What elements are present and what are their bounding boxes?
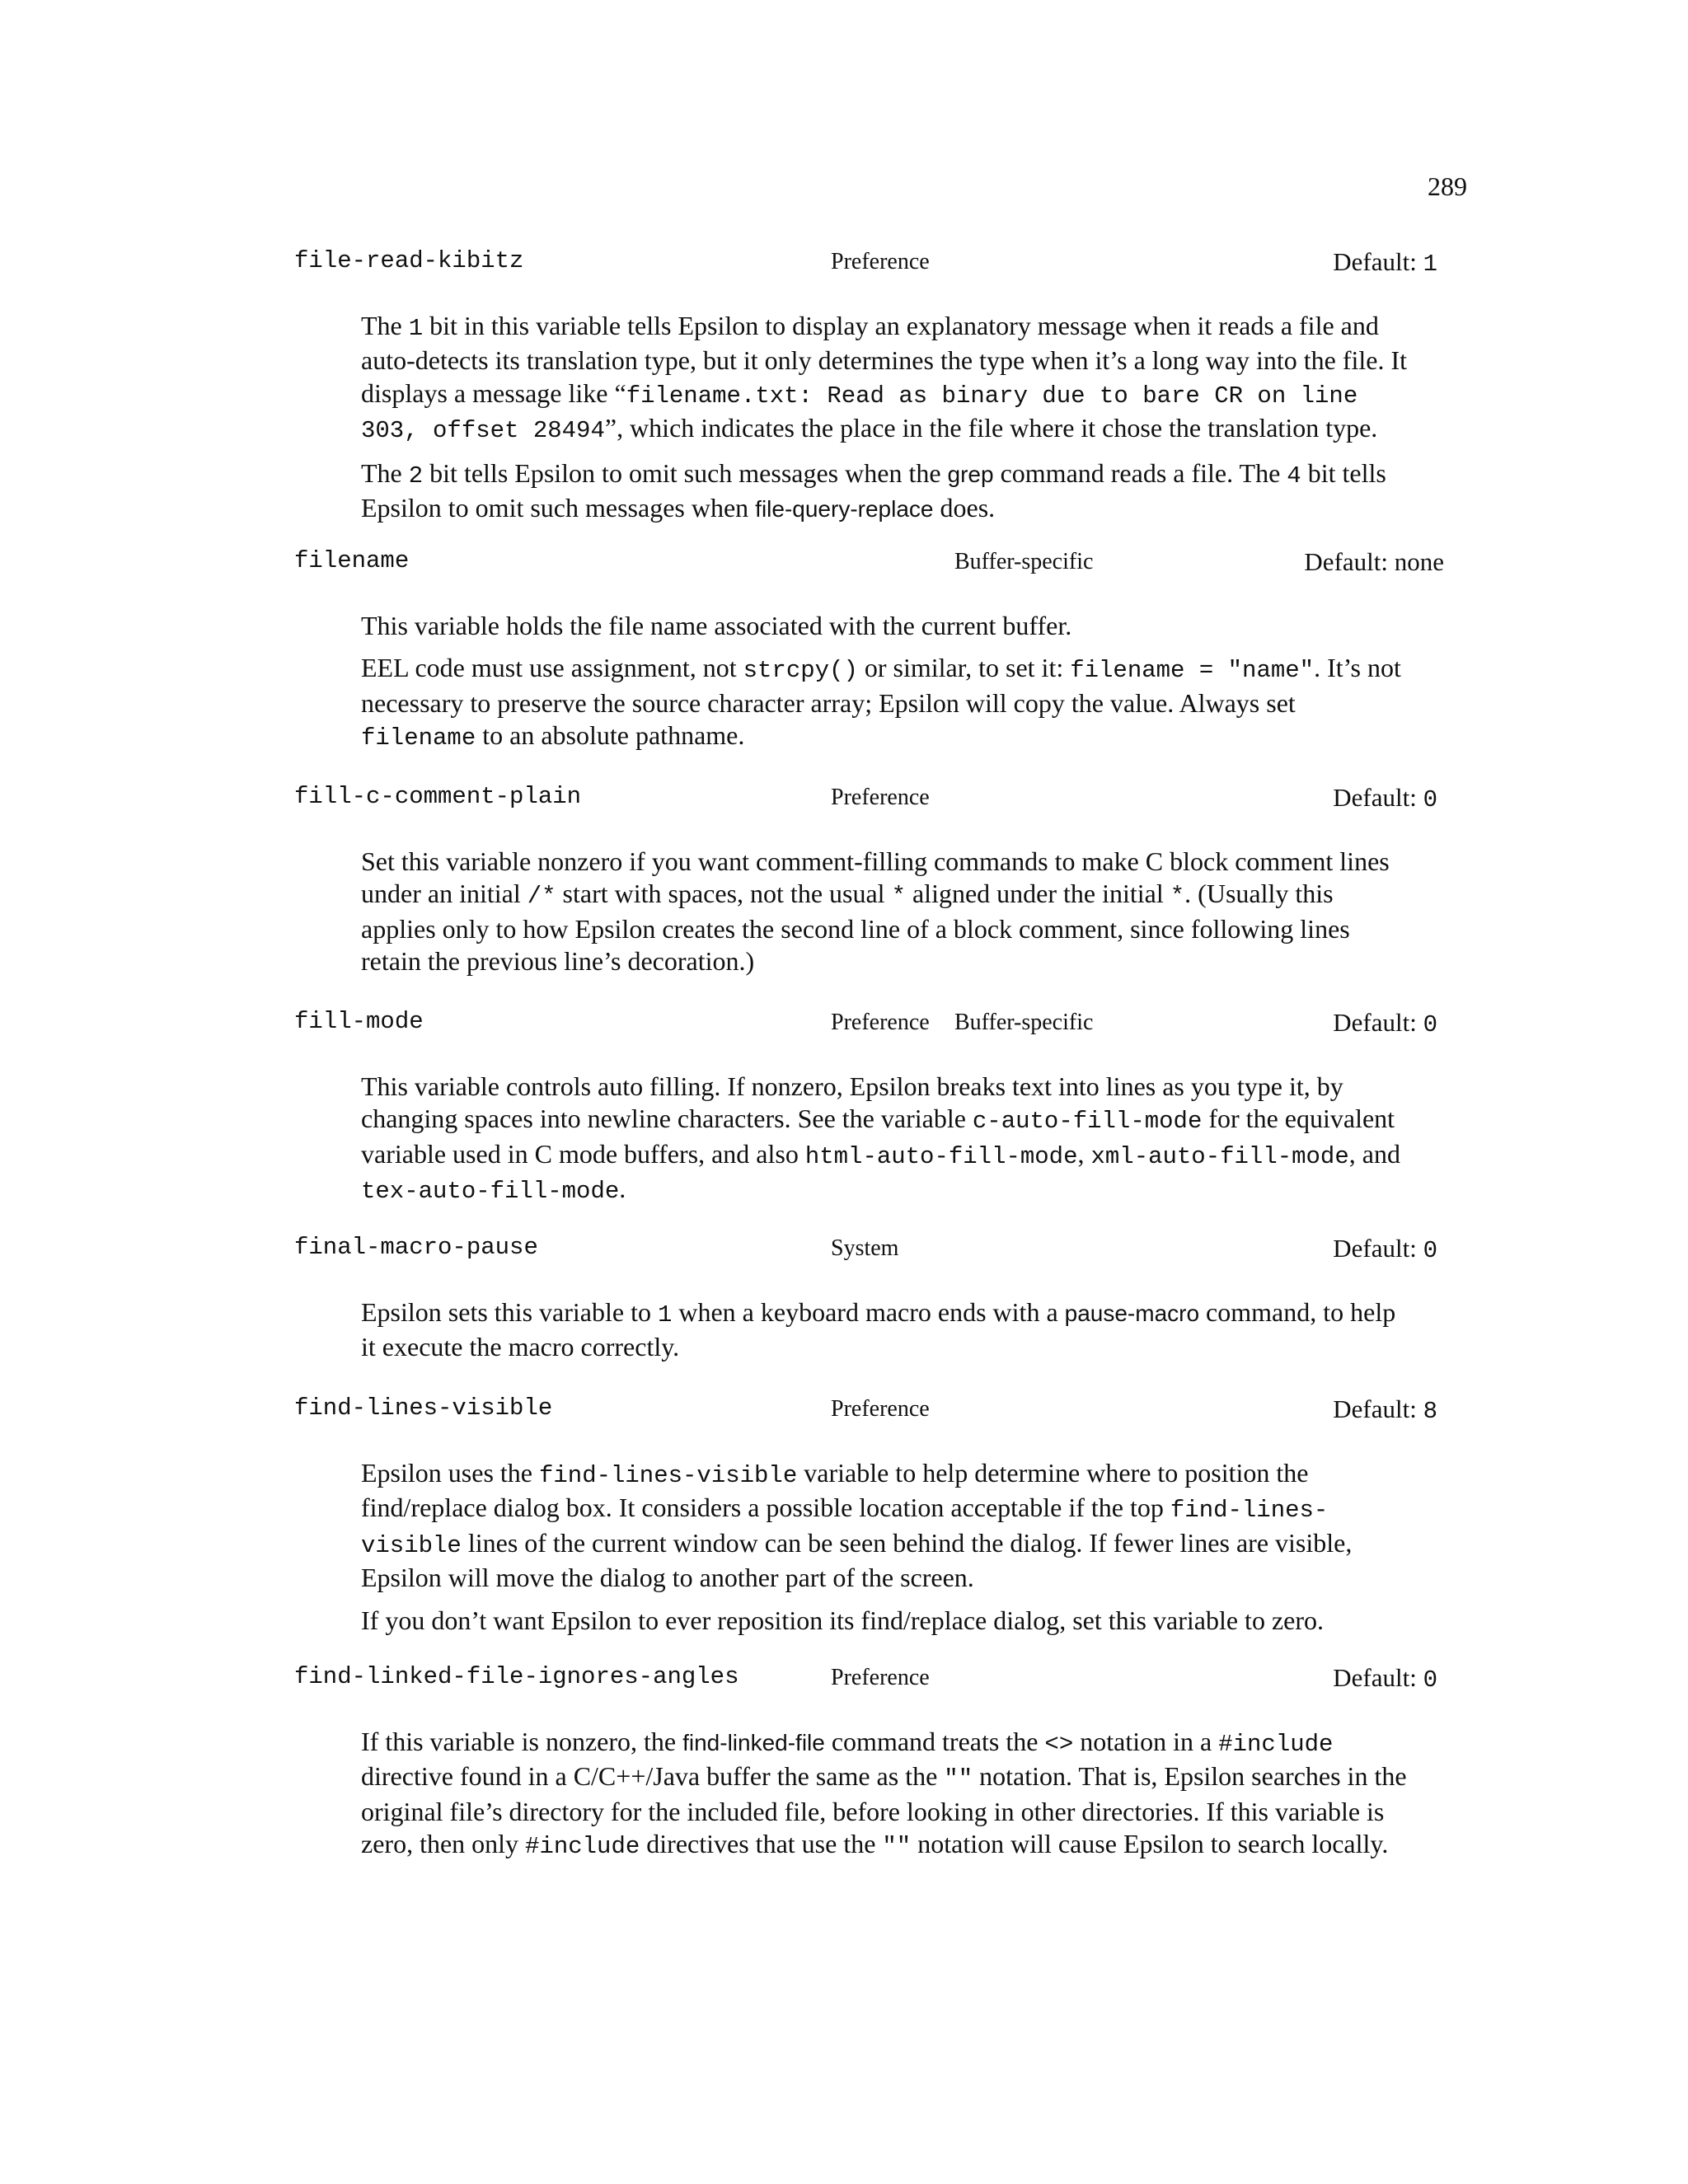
code-literal: tex-auto-fill-mode bbox=[361, 1178, 620, 1206]
body-text: command treats the bbox=[824, 1727, 1045, 1756]
variable-entry bbox=[0, 1234, 1688, 1362]
body-text: EEL code must use assignment, not bbox=[361, 653, 743, 683]
default-label: Default: bbox=[1333, 1663, 1417, 1692]
entry-header bbox=[0, 1663, 1688, 1699]
page-number: 289 bbox=[1428, 171, 1467, 201]
variable-entry bbox=[0, 247, 1688, 523]
body-text: notation. That is, Epsilon searches in the original file’s directory for the included file, before looking in other directories. If this variable is zero, then only bbox=[361, 1761, 1407, 1859]
description-paragraph bbox=[361, 1296, 1408, 1364]
entry-header bbox=[0, 1008, 1688, 1044]
body-text: Set this variable nonzero if you want comment-filling commands to make C block comment lines under an initial bbox=[361, 846, 1390, 909]
description-paragraph bbox=[361, 1726, 1408, 1863]
variable-name: fill-mode bbox=[294, 1008, 424, 1035]
default-number: 0 bbox=[1423, 1237, 1437, 1264]
entry-header bbox=[0, 247, 1688, 284]
entry-description bbox=[361, 310, 1408, 535]
variable-name: fill-c-comment-plain bbox=[294, 783, 582, 810]
body-text: . (Usually this applies only to how Epsilon creates the second line of a block comment, since following lines retain the previous line’s decoration.) bbox=[361, 879, 1350, 977]
body-text: bit in this variable tells Epsilon to display an explanatory message when it reads a file and auto-detects its translation type, but it only determines the type when it’s a long way into the file. It displays a message like “ bbox=[361, 311, 1408, 408]
code-literal: 2 bbox=[408, 462, 424, 490]
entry-header bbox=[0, 1394, 1688, 1431]
body-text: for the equivalent variable used in C mode buffers, and also bbox=[361, 1104, 1395, 1169]
body-text: , bbox=[1077, 1138, 1091, 1169]
variable-entry bbox=[0, 1394, 1688, 1635]
variable-class: Preference bbox=[831, 1010, 930, 1035]
description-paragraph bbox=[361, 1071, 1408, 1208]
body-text: directive found in a C/C++/Java buffer the same as the bbox=[361, 1761, 945, 1792]
default-label: Default: bbox=[1333, 247, 1417, 276]
body-text: notation in a bbox=[1073, 1727, 1219, 1756]
variable-name: file-read-kibitz bbox=[294, 247, 524, 274]
entry-description bbox=[361, 610, 1408, 765]
default-number: 0 bbox=[1423, 1666, 1437, 1694]
description-paragraph bbox=[361, 846, 1408, 978]
code-literal: html-auto-fill-mode bbox=[804, 1142, 1078, 1170]
body-text: Epsilon uses the bbox=[361, 1458, 539, 1488]
body-text: If this variable is nonzero, the bbox=[361, 1727, 683, 1756]
body-text: , and bbox=[1348, 1138, 1400, 1169]
default-value bbox=[1333, 1008, 1437, 1038]
description-paragraph bbox=[361, 652, 1408, 754]
code-literal: 1 bbox=[408, 315, 424, 342]
code-literal: filename bbox=[361, 724, 476, 752]
variable-class: Buffer-specific bbox=[954, 549, 1094, 574]
code-literal: find-lines-visible bbox=[361, 1497, 1329, 1559]
code-literal: filename = "name" bbox=[1070, 657, 1315, 685]
command-name: find-linked-file bbox=[682, 1730, 825, 1755]
variable-class: Preference bbox=[831, 1665, 930, 1690]
body-text: directives that use the bbox=[640, 1829, 883, 1859]
code-literal: c-auto-fill-mode bbox=[972, 1108, 1203, 1136]
code-literal: * bbox=[1170, 883, 1185, 911]
entry-description bbox=[361, 1296, 1408, 1374]
variable-class: Preference bbox=[831, 785, 930, 810]
default-number: 8 bbox=[1423, 1398, 1437, 1425]
body-text: command, to help it execute the macro correctly. bbox=[361, 1297, 1396, 1362]
command-name: pause-macro bbox=[1064, 1301, 1200, 1326]
body-text: start with spaces, not the usual bbox=[556, 879, 892, 909]
entry-header bbox=[0, 1234, 1688, 1270]
body-text: bit tells Epsilon to omit such messages when bbox=[361, 457, 1386, 523]
description-paragraph bbox=[361, 1605, 1408, 1637]
body-text: command reads a file. The bbox=[993, 457, 1287, 488]
body-text: notation will cause Epsilon to search locally. bbox=[911, 1829, 1389, 1859]
body-text: The bbox=[361, 457, 409, 488]
code-literal: find-lines-visible bbox=[538, 1462, 798, 1489]
body-text: does. bbox=[933, 493, 996, 523]
variable-class: Preference bbox=[831, 249, 930, 274]
variable-entry bbox=[0, 547, 1688, 752]
body-text: lines of the current window can be seen behind the dialog. If fewer lines are visible, Epsilon will move the dialog to another part of the screen. bbox=[361, 1527, 1353, 1593]
default-value bbox=[1333, 783, 1437, 813]
code-literal: #include bbox=[1218, 1731, 1334, 1758]
code-literal: /* bbox=[527, 883, 556, 911]
entry-description bbox=[361, 1726, 1408, 1873]
code-literal: filename.txt: Read as binary due to bare CR on line 303, offset 28494 bbox=[361, 382, 1358, 445]
code-literal: strcpy() bbox=[743, 657, 858, 685]
default-value bbox=[1333, 247, 1437, 278]
code-literal: * bbox=[891, 883, 906, 911]
variable-name: final-macro-pause bbox=[294, 1234, 538, 1261]
body-text: aligned under the initial bbox=[905, 879, 1170, 909]
default-label: Default: bbox=[1333, 1008, 1417, 1037]
description-paragraph bbox=[361, 610, 1408, 642]
default-value bbox=[1333, 1663, 1437, 1694]
default-label: Default: bbox=[1333, 1234, 1417, 1263]
variable-class: System bbox=[831, 1235, 899, 1261]
body-text: The bbox=[361, 311, 409, 340]
default-label: Default: bbox=[1333, 1394, 1417, 1423]
entry-header bbox=[0, 783, 1688, 819]
default-label: Default: none bbox=[1304, 547, 1444, 576]
body-text: Epsilon sets this variable to bbox=[361, 1297, 658, 1327]
code-literal: "" bbox=[944, 1765, 973, 1793]
description-paragraph bbox=[361, 310, 1408, 448]
entry-header bbox=[0, 547, 1688, 583]
entry-description bbox=[361, 1457, 1408, 1647]
code-literal: <> bbox=[1044, 1731, 1074, 1758]
code-literal: xml-auto-fill-mode bbox=[1090, 1142, 1349, 1170]
body-text: ”, which indicates the place in the file where it chose the translation type. bbox=[604, 413, 1378, 443]
body-text: . bbox=[619, 1174, 626, 1204]
description-paragraph bbox=[361, 1457, 1408, 1595]
default-number: 0 bbox=[1423, 1011, 1437, 1038]
variable-class: Preference bbox=[831, 1396, 930, 1422]
code-literal: "" bbox=[882, 1833, 912, 1861]
code-literal: #include bbox=[525, 1833, 640, 1861]
variable-entry bbox=[0, 1008, 1688, 1206]
body-text: . It’s not necessary to preserve the source character array; Epsilon will copy the value. Always set bbox=[361, 653, 1401, 718]
default-label: Default: bbox=[1333, 783, 1417, 812]
default-number: 1 bbox=[1423, 251, 1437, 278]
body-text: variable to help determine where to position the find/replace dialog box. It considers a possible location acceptable if the top bbox=[361, 1458, 1309, 1523]
default-number: 0 bbox=[1423, 786, 1437, 813]
body-text: to an absolute pathname. bbox=[476, 720, 745, 751]
command-name: grep bbox=[947, 461, 994, 487]
variable-entry bbox=[0, 1663, 1688, 1861]
variable-name: find-linked-file-ignores-angles bbox=[294, 1663, 739, 1690]
body-text: or similar, to set it: bbox=[857, 653, 1071, 683]
default-value bbox=[1333, 1234, 1437, 1264]
variable-class-secondary: Buffer-specific bbox=[954, 1010, 1094, 1035]
body-text: If you don’t want Epsilon to ever reposition its find/replace dialog, set this variable to zero. bbox=[361, 1605, 1324, 1635]
body-text: This variable holds the file name associated with the current buffer. bbox=[361, 611, 1072, 640]
code-literal: 4 bbox=[1287, 462, 1301, 490]
variable-name: find-lines-visible bbox=[294, 1394, 553, 1422]
code-literal: 1 bbox=[657, 1301, 673, 1329]
body-text: when a keyboard macro ends with a bbox=[672, 1297, 1065, 1327]
body-text: This variable controls auto filling. If nonzero, Epsilon breaks text into lines as you type it, by changing spaces into newline characters. See the variable bbox=[361, 1071, 1343, 1134]
entry-description bbox=[361, 1071, 1408, 1218]
variable-entry bbox=[0, 783, 1688, 977]
command-name: file-query-replace bbox=[755, 496, 934, 523]
default-value bbox=[1333, 1394, 1437, 1425]
default-value bbox=[1304, 547, 1444, 577]
body-text: bit tells Epsilon to omit such messages when the bbox=[423, 457, 948, 488]
description-paragraph bbox=[361, 457, 1408, 526]
entry-description bbox=[361, 846, 1408, 988]
variable-name: filename bbox=[294, 547, 410, 574]
